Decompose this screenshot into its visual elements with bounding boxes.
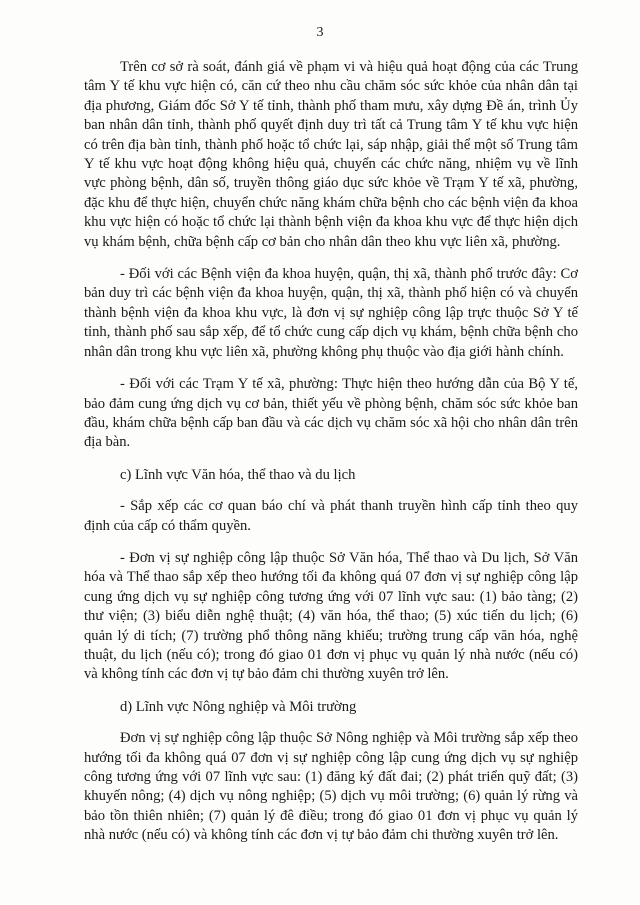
page-number: 3 (316, 25, 324, 40)
section-heading-culture-sports-tourism: c) Lĩnh vực Văn hóa, thể thao và du lịch (120, 466, 356, 483)
paragraph-press-broadcasting: - Sắp xếp các cơ quan báo chí và phát thanh truyền hình cấp tỉnh theo quy định của cấp có thẩm quyền. (84, 498, 578, 534)
paragraph-agriculture-public-units: Đơn vị sự nghiệp công lập thuộc Sở Nông nghiệp và Môi trường sắp xếp theo hướng tối đa không quá 07 đơn vị sự nghiệp công lập cung ứng dịch vụ sự nghiệp công tương ứng với 07 lĩnh vực sau: (1) đăng ký đất đai; (2) phát triển quỹ đất; (3) khuyến nông; (4) dịch vụ nông nghiệp; (5) dịch vụ môi trường; (6) quản lý rừng và bảo tồn thiên nhiên; (7) quản lý đê điều; trong đó giao 01 đơn vị phục vụ quản lý nhà nước (nếu có) và không tính các đơn vị tự bảo đảm chi thường xuyên trở lên. (84, 730, 578, 844)
paragraph-review-medical-centers: Trên cơ sở rà soát, đánh giá về phạm vi và hiệu quả hoạt động của các Trung tâm Y tế khu vực hiện có, căn cứ theo nhu cầu chăm sóc sức khỏe của nhân dân tại địa phương, Giám đốc Sở Y tế tỉnh, thành phố tham mưu, xây dựng Đề án, trình Ủy ban nhân dân tỉnh, thành phố quyết định duy trì tất cả Trung tâm Y tế khu vực hiện có trên địa bàn tỉnh, thành phố hoặc tổ chức lại, sáp nhập, giải thể một số Trung tâm Y tế khu vực hoạt động không hiệu quả, chuyển các chức năng, nhiệm vụ về lĩnh vực phòng bệnh, dân số, truyền thông giáo dục sức khỏe về Trạm Y tế xã, phường, đặc khu để thực hiện, chuyển chức năng khám chữa bệnh cho các bệnh viện đa khoa khu vực hiện có hoặc tổ chức lại thành bệnh viện đa khoa khu vực để thực hiện dịch vụ khám bệnh, chữa bệnh cấp cơ bản cho nhân dân theo khu vực liên xã, phường. (84, 59, 578, 250)
paragraph-district-hospitals: - Đối với các Bệnh viện đa khoa huyện, quận, thị xã, thành phố trước đây: Cơ bản duy trì các bệnh viện đa khoa huyện, quận, thị xã, thành phố hiện có và chuyển thành bệnh viện đa khoa khu vực, là đơn vị sự nghiệp công lập trực thuộc Sở Y tế tỉnh, thành phố sau sắp xếp, để tổ chức cung cấp dịch vụ khám, bệnh chữa bệnh cho nhân dân trong khu vực liên xã, phường không phụ thuộc vào địa giới hành chính. (84, 266, 578, 360)
paragraph-commune-health-stations: - Đối với các Trạm Y tế xã, phường: Thực hiện theo hướng dẫn của Bộ Y tế, bảo đảm cung ứng dịch vụ cơ bản, thiết yếu về phòng bệnh, chăm sóc sức khỏe ban đầu, khám chữa bệnh cấp ban đầu và các dịch vụ chăm sóc xã hội cho nhân dân trên địa bàn. (84, 376, 578, 451)
section-heading-agriculture-environment: d) Lĩnh vực Nông nghiệp và Môi trường (120, 698, 357, 715)
paragraph-culture-public-units: - Đơn vị sự nghiệp công lập thuộc Sở Văn hóa, Thể thao và Du lịch, Sở Văn hóa và Thể thao sắp xếp theo hướng tối đa không quá 07 đơn vị sự nghiệp công lập cung ứng dịch vụ sự nghiệp công tương ứng với 07 lĩnh vực sau: (1) bảo tàng; (2) thư viện; (3) biểu diễn nghệ thuật; (4) văn hóa, thể thao; (5) xúc tiến du lịch; (6) quản lý di tích; (7) trường phổ thông năng khiếu; trường trung cấp văn hóa, nghệ thuật, du lịch (nếu có); trong đó giao 01 đơn vị phục vụ quản lý nhà nước (nếu có) và không tính các đơn vị tự bảo đảm chi thường xuyên trở lên. (84, 549, 578, 683)
document-body (84, 58, 578, 859)
